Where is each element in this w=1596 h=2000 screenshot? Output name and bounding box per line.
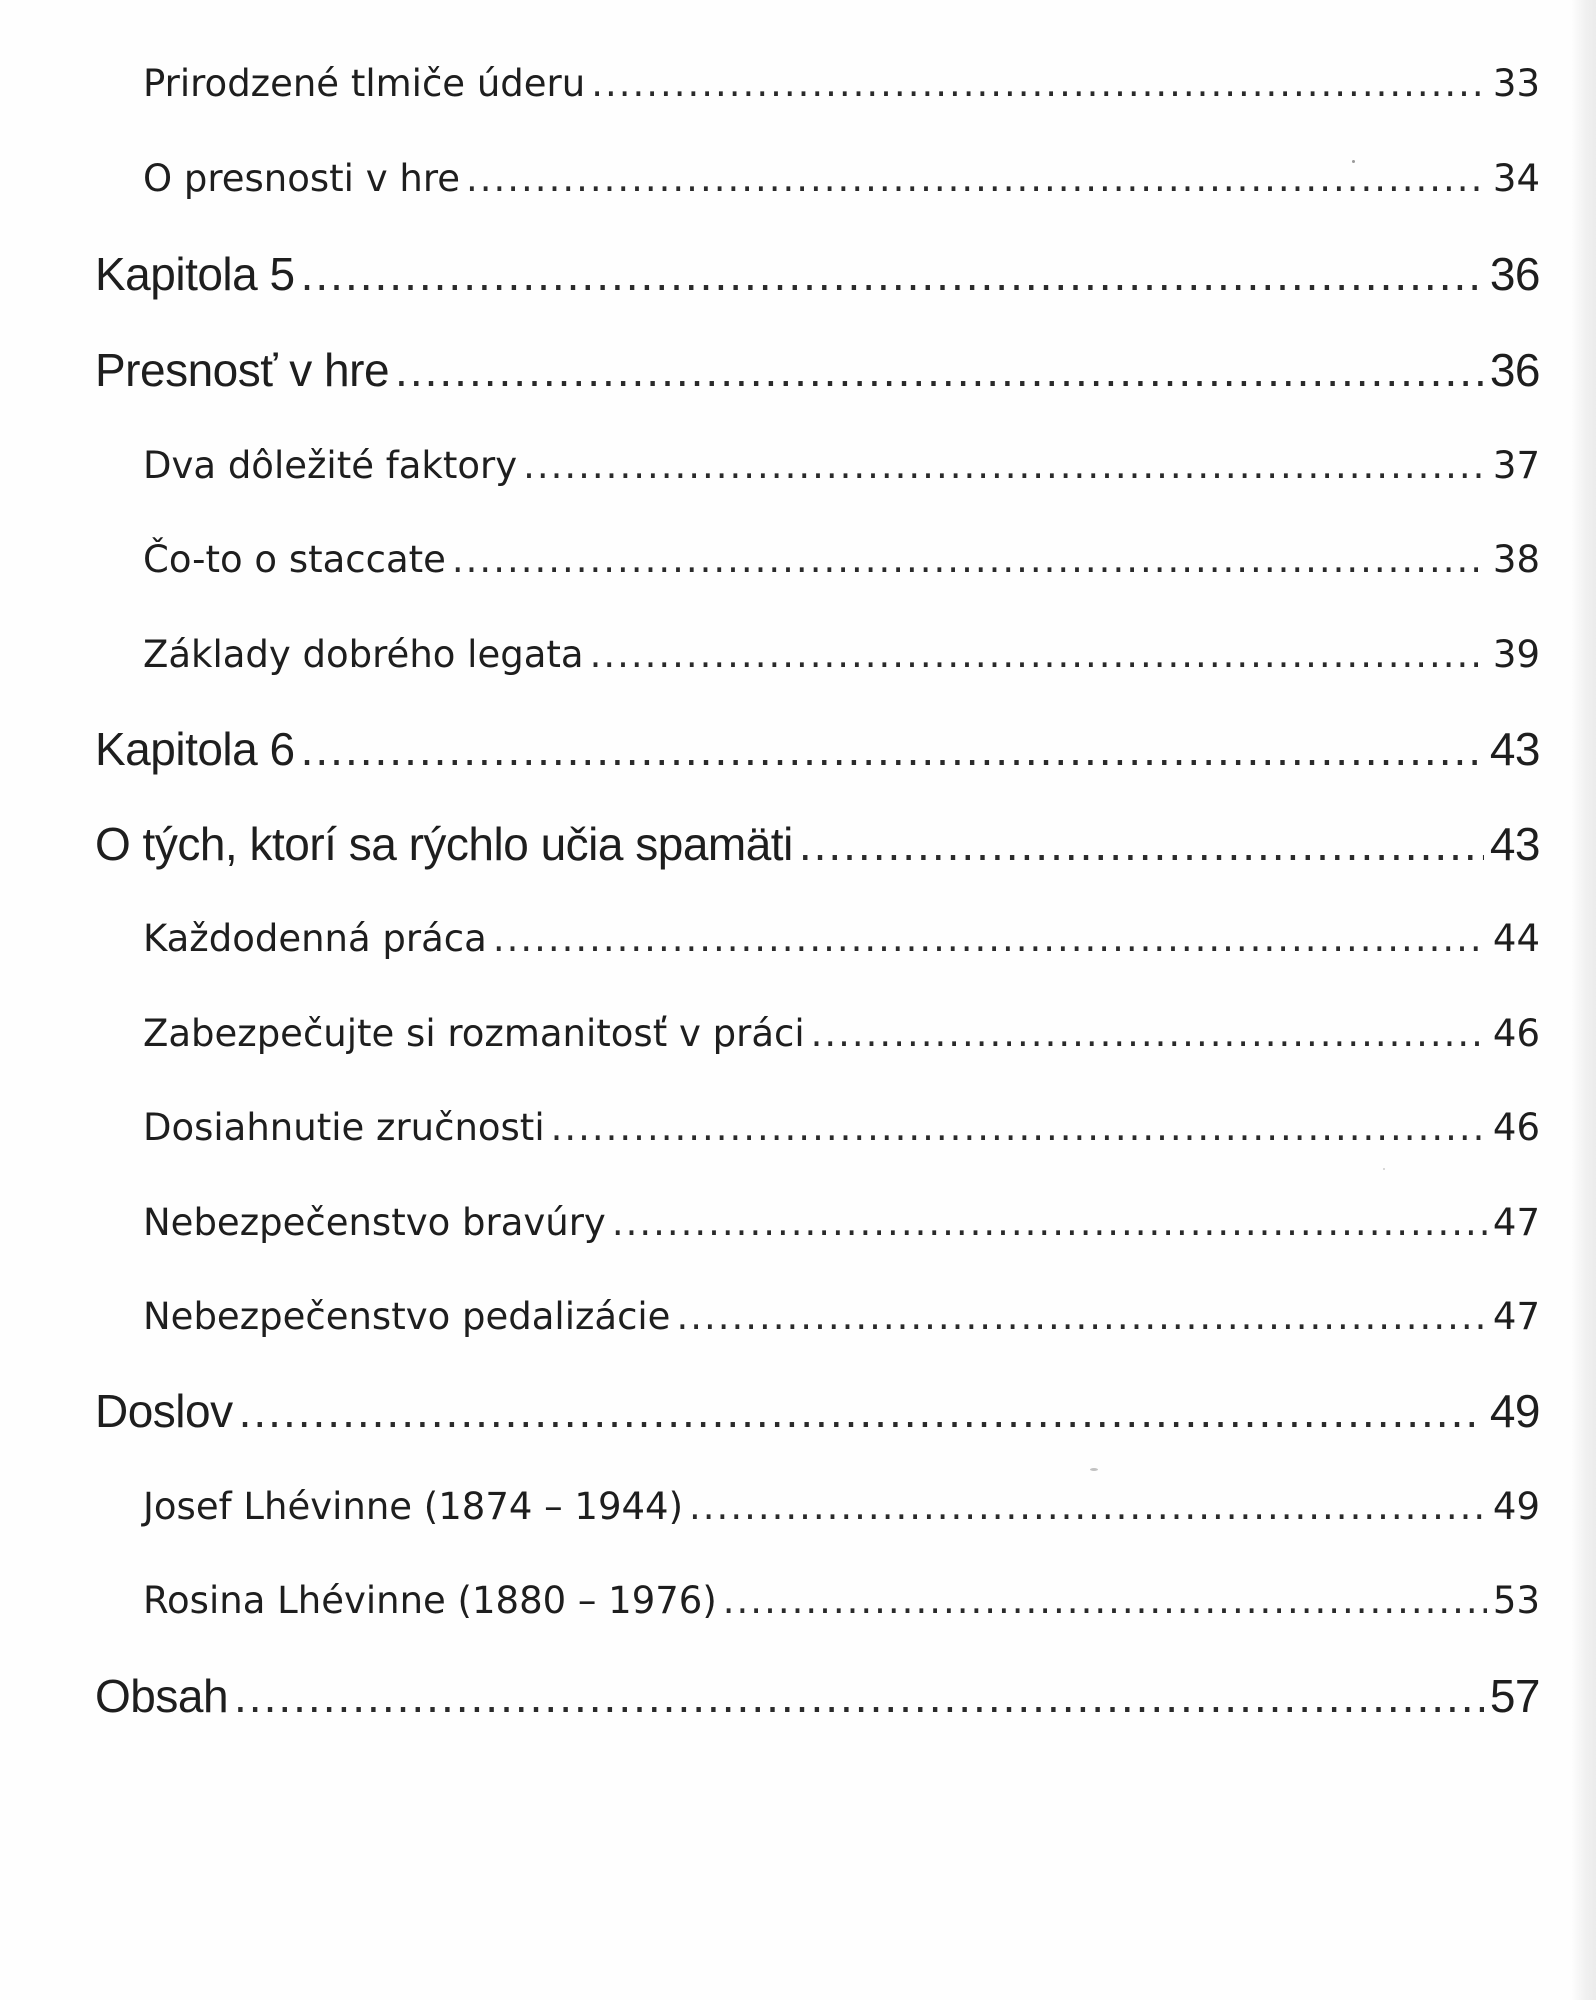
dot-leader xyxy=(811,1012,1487,1055)
dot-leader xyxy=(523,444,1487,487)
toc-entry-page: 34 xyxy=(1492,157,1540,200)
toc-entry-title: Dva dôležité faktory xyxy=(143,444,518,487)
dot-leader xyxy=(551,1106,1487,1149)
toc-entry-title: Zabezpečujte si rozmanitosť v práci xyxy=(143,1012,805,1055)
page-edge-shadow xyxy=(1570,0,1596,2000)
toc-entry-title: Josef Lhévinne (1874 – 1944) xyxy=(143,1485,684,1528)
toc-entry-page: 53 xyxy=(1492,1579,1540,1622)
toc-entry-page: 39 xyxy=(1492,633,1540,676)
toc-entry-page: 37 xyxy=(1492,444,1540,487)
toc-entry[interactable] xyxy=(143,157,1540,200)
dot-leader xyxy=(239,1384,1484,1438)
dot-leader xyxy=(301,247,1484,301)
toc-entry[interactable] xyxy=(143,444,1540,487)
toc-entry-title: Nebezpečenstvo bravúry xyxy=(143,1201,606,1244)
toc-entry-title: O presnosti v hre xyxy=(143,157,460,200)
toc-entry-page: 46 xyxy=(1492,1106,1540,1149)
toc-entry-page: 43 xyxy=(1489,818,1540,870)
dot-leader xyxy=(301,722,1484,776)
dot-leader xyxy=(493,917,1487,960)
toc-entry-title: Každodenná práca xyxy=(143,917,487,960)
toc-entry[interactable] xyxy=(143,62,1540,105)
dot-leader xyxy=(591,62,1487,105)
toc-entry-page: 43 xyxy=(1489,723,1540,775)
toc-entry-page: 33 xyxy=(1492,62,1540,105)
toc-entry[interactable] xyxy=(143,538,1540,581)
toc-entry-page: 47 xyxy=(1492,1201,1540,1244)
toc-entry-page: 38 xyxy=(1492,538,1540,581)
toc-entry-title: Kapitola 6 xyxy=(95,723,295,775)
toc-entry[interactable] xyxy=(143,633,1540,676)
toc-entry-title: O tých, ktorí sa rýchlo učia spamäti xyxy=(95,818,793,870)
toc-entry[interactable] xyxy=(143,1012,1540,1055)
toc-chapter-entry[interactable] xyxy=(95,247,1540,301)
dot-leader xyxy=(799,817,1484,871)
toc-entry-title: Doslov xyxy=(95,1385,233,1437)
toc-chapter-entry[interactable] xyxy=(95,343,1540,397)
toc-entry-page: 49 xyxy=(1489,1385,1540,1437)
toc-chapter-entry[interactable] xyxy=(95,722,1540,776)
dot-leader xyxy=(395,343,1484,397)
toc-chapter-entry[interactable] xyxy=(95,1669,1540,1723)
dot-leader xyxy=(590,633,1487,676)
dot-leader xyxy=(676,1295,1486,1338)
toc-entry-title: Presnosť v hre xyxy=(95,344,390,396)
dot-leader xyxy=(612,1201,1487,1244)
toc-entry-title: Základy dobrého legata xyxy=(143,633,584,676)
toc-entry-title: Čo-to o staccate xyxy=(143,538,446,581)
dot-leader xyxy=(689,1485,1487,1528)
toc-entry-title: Dosiahnutie zručnosti xyxy=(143,1106,545,1149)
dot-leader xyxy=(723,1579,1487,1622)
toc-entry-title: Prirodzené tlmiče úderu xyxy=(143,62,586,105)
toc-entry-title: Rosina Lhévinne (1880 – 1976) xyxy=(143,1579,717,1622)
toc-entry[interactable] xyxy=(143,1579,1540,1622)
dot-leader xyxy=(234,1669,1484,1723)
toc-entry[interactable] xyxy=(143,1295,1540,1338)
toc-entry[interactable] xyxy=(143,1201,1540,1244)
dot-leader xyxy=(466,157,1487,200)
scan-speck xyxy=(1352,160,1355,163)
scan-speck xyxy=(1090,1468,1098,1471)
toc-entry-page: 36 xyxy=(1489,344,1540,396)
toc-entry[interactable] xyxy=(143,1106,1540,1149)
toc-entry-page: 46 xyxy=(1492,1012,1540,1055)
toc-entry-title: Nebezpečenstvo pedalizácie xyxy=(143,1295,671,1338)
toc-entry-page: 57 xyxy=(1489,1670,1540,1722)
toc-entry-page: 47 xyxy=(1492,1295,1540,1338)
toc-entry-page: 49 xyxy=(1492,1485,1540,1528)
toc-entry-title: Obsah xyxy=(95,1670,229,1722)
toc-entry[interactable] xyxy=(143,1485,1540,1528)
toc-entry[interactable] xyxy=(143,917,1540,960)
scan-speck xyxy=(1383,1168,1385,1170)
toc-chapter-entry[interactable] xyxy=(95,1384,1540,1438)
toc-entry-page: 36 xyxy=(1489,248,1540,300)
toc-entry-title: Kapitola 5 xyxy=(95,248,295,300)
toc-chapter-entry[interactable] xyxy=(95,817,1540,871)
toc-entry-page: 44 xyxy=(1492,917,1540,960)
dot-leader xyxy=(452,538,1487,581)
